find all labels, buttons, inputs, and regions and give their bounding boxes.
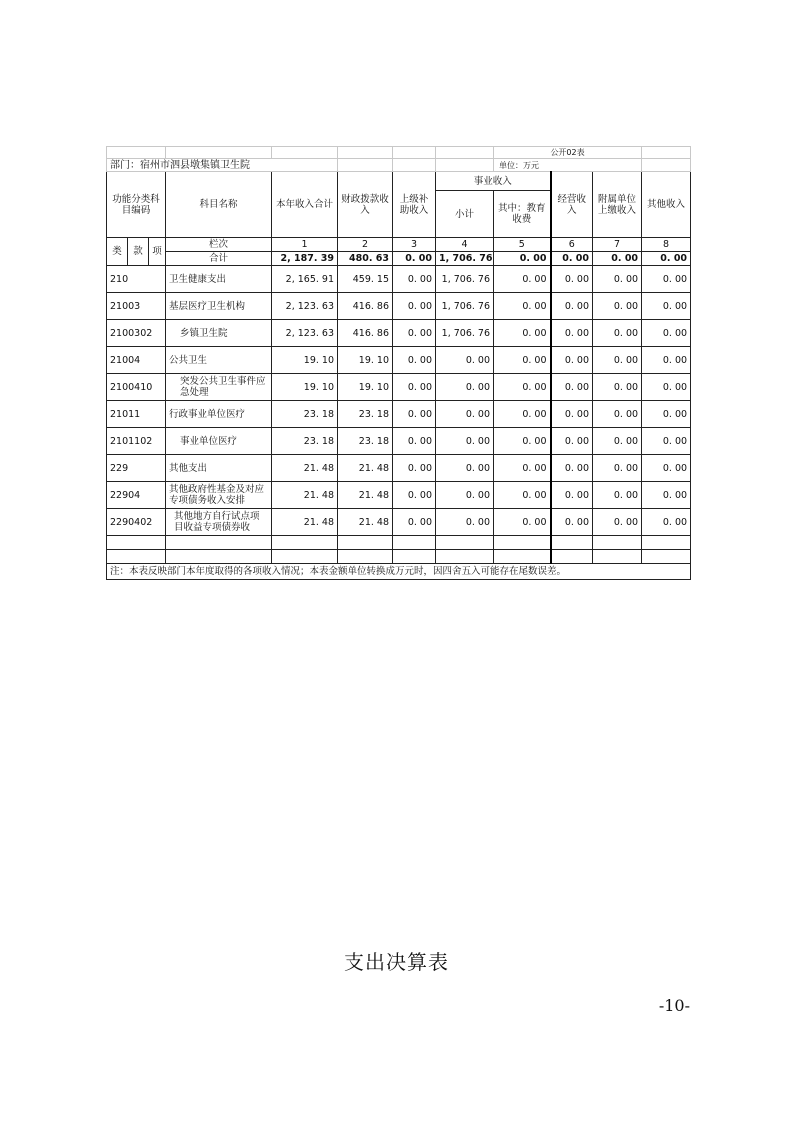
row-value: 416. 86: [338, 320, 393, 347]
row-value: 0. 00: [393, 401, 436, 428]
row-value: 0. 00: [642, 374, 691, 401]
table-row: [107, 320, 691, 347]
row-value: 2, 123. 63: [272, 293, 338, 320]
income-table-sheet: [106, 146, 690, 580]
row-value: 19. 10: [338, 347, 393, 374]
row-value: 0. 00: [494, 266, 551, 293]
row-value: 0. 00: [436, 401, 494, 428]
row-value: 0. 00: [642, 401, 691, 428]
row-value: 0. 00: [593, 509, 642, 536]
row-code: 21003: [107, 293, 166, 320]
row-code: 210: [107, 266, 166, 293]
row-value: 0. 00: [551, 293, 593, 320]
row-value: 0. 00: [393, 266, 436, 293]
total-row: [107, 252, 691, 266]
row-code: 229: [107, 455, 166, 482]
table-row: [107, 428, 691, 455]
total-label: 合计: [166, 252, 272, 266]
row-value: 0. 00: [593, 455, 642, 482]
row-value: 0. 00: [494, 509, 551, 536]
table-row: [107, 455, 691, 482]
total-value: 0. 00: [642, 252, 691, 266]
row-value: 0. 00: [642, 509, 691, 536]
row-code: 21004: [107, 347, 166, 374]
total-value: 0. 00: [593, 252, 642, 266]
row-value: 0. 00: [642, 320, 691, 347]
row-name: 行政事业单位医疗: [166, 401, 272, 428]
row-value: 19. 10: [272, 374, 338, 401]
header-operating: 经营收入: [551, 172, 593, 238]
table-row: [107, 347, 691, 374]
total-value: 480. 63: [338, 252, 393, 266]
row-value: 0. 00: [393, 428, 436, 455]
col-num: 5: [494, 238, 551, 252]
row-value: 0. 00: [593, 374, 642, 401]
row-code: 22904: [107, 482, 166, 509]
row-value: 0. 00: [551, 401, 593, 428]
row-code: 2101102: [107, 428, 166, 455]
row-value: 0. 00: [642, 293, 691, 320]
row-value: 0. 00: [436, 482, 494, 509]
row-value: 19. 10: [272, 347, 338, 374]
row-value: 0. 00: [436, 428, 494, 455]
row-value: 0. 00: [593, 401, 642, 428]
total-value: 0. 00: [393, 252, 436, 266]
total-value: 0. 00: [494, 252, 551, 266]
row-value: 459. 15: [338, 266, 393, 293]
header-business-income: 事业收入: [436, 172, 551, 191]
row-value: 0. 00: [593, 266, 642, 293]
header-xiang: 项: [149, 238, 166, 266]
col-num: 4: [436, 238, 494, 252]
row-value: 0. 00: [494, 428, 551, 455]
row-name: 其他支出: [166, 455, 272, 482]
header-subject-name: 科目名称: [166, 172, 272, 238]
row-value: 0. 00: [393, 374, 436, 401]
row-name: 其他政府性基金及对应专项债务收入安排: [166, 482, 272, 509]
row-value: 1, 706. 76: [436, 320, 494, 347]
header-affiliated: 附属单位上缴收入: [593, 172, 642, 238]
header-kuan: 款: [128, 238, 149, 266]
row-value: 0. 00: [593, 428, 642, 455]
row-name: 其他地方自行试点项目收益专项债券收: [166, 509, 272, 536]
header-lei: 类: [107, 238, 128, 266]
row-value: 0. 00: [436, 347, 494, 374]
row-code: 2290402: [107, 509, 166, 536]
row-value: 0. 00: [642, 428, 691, 455]
row-value: 0. 00: [494, 293, 551, 320]
header-fiscal: 财政拨款收入: [338, 172, 393, 238]
row-value: 1, 706. 76: [436, 293, 494, 320]
row-name: 公共卫生: [166, 347, 272, 374]
form-code: 公开02表: [494, 147, 642, 159]
row-name: 乡镇卫生院: [166, 320, 272, 347]
row-value: 0. 00: [494, 374, 551, 401]
row-value: 0. 00: [436, 509, 494, 536]
row-value: 0. 00: [551, 509, 593, 536]
row-value: 0. 00: [551, 320, 593, 347]
row-value: 19. 10: [338, 374, 393, 401]
row-value: 23. 18: [272, 428, 338, 455]
row-value: 23. 18: [338, 401, 393, 428]
column-label: 栏次: [166, 238, 272, 252]
unit-label: 单位：万元: [494, 159, 642, 172]
total-value: 0. 00: [551, 252, 593, 266]
row-value: 416. 86: [338, 293, 393, 320]
header-superior: 上级补助收入: [393, 172, 436, 238]
row-name: 事业单位医疗: [166, 428, 272, 455]
row-value: 2, 165. 91: [272, 266, 338, 293]
row-value: 0. 00: [494, 455, 551, 482]
empty-row: [107, 536, 691, 550]
row-value: 0. 00: [551, 455, 593, 482]
row-value: 0. 00: [494, 320, 551, 347]
row-value: 0. 00: [642, 347, 691, 374]
row-value: 0. 00: [593, 320, 642, 347]
row-value: 23. 18: [272, 401, 338, 428]
row-name: 突发公共卫生事件应急处理: [166, 374, 272, 401]
total-value: 1, 706. 76: [436, 252, 494, 266]
row-value: 0. 00: [393, 455, 436, 482]
row-value: 0. 00: [551, 266, 593, 293]
col-num: 2: [338, 238, 393, 252]
row-value: 0. 00: [393, 482, 436, 509]
row-value: 0. 00: [494, 401, 551, 428]
row-value: 21. 48: [272, 455, 338, 482]
row-value: 0. 00: [551, 347, 593, 374]
row-value: 1, 706. 76: [436, 266, 494, 293]
empty-row: [107, 550, 691, 564]
col-num: 1: [272, 238, 338, 252]
col-num: 8: [642, 238, 691, 252]
header-education-fee: 其中：教育收费: [494, 191, 551, 238]
section-title: 支出决算表: [344, 950, 449, 974]
row-name: 卫生健康支出: [166, 266, 272, 293]
row-value: 0. 00: [642, 266, 691, 293]
row-value: 0. 00: [642, 455, 691, 482]
row-value: 0. 00: [593, 293, 642, 320]
row-value: 0. 00: [494, 482, 551, 509]
table-row: [107, 374, 691, 401]
row-value: 0. 00: [393, 320, 436, 347]
header-total-income: 本年收入合计: [272, 172, 338, 238]
row-value: 21. 48: [272, 482, 338, 509]
page-number: -10-: [658, 996, 690, 1015]
table-row: [107, 482, 691, 509]
row-value: 0. 00: [593, 347, 642, 374]
header-func-class: 功能分类科目编码: [107, 172, 166, 238]
row-value: 2, 123. 63: [272, 320, 338, 347]
table-row: [107, 266, 691, 293]
row-value: 0. 00: [393, 509, 436, 536]
col-num: 7: [593, 238, 642, 252]
row-code: 2100410: [107, 374, 166, 401]
row-value: 0. 00: [593, 482, 642, 509]
row-value: 0. 00: [393, 293, 436, 320]
row-value: 21. 48: [338, 509, 393, 536]
row-code: 21011: [107, 401, 166, 428]
total-value: 2, 187. 39: [272, 252, 338, 266]
income-table: [106, 146, 691, 580]
row-value: 0. 00: [436, 455, 494, 482]
col-num: 3: [393, 238, 436, 252]
row-value: 0. 00: [494, 347, 551, 374]
header-subtotal: 小计: [436, 191, 494, 238]
row-code: 2100302: [107, 320, 166, 347]
row-value: 0. 00: [642, 482, 691, 509]
row-value: 0. 00: [551, 428, 593, 455]
department-label: 部门：宿州市泗县墩集镇卫生院: [107, 159, 338, 172]
row-value: 0. 00: [551, 482, 593, 509]
table-row: [107, 293, 691, 320]
row-value: 0. 00: [393, 347, 436, 374]
table-row: [107, 401, 691, 428]
row-value: 0. 00: [436, 374, 494, 401]
table-row: [107, 509, 691, 536]
row-value: 23. 18: [338, 428, 393, 455]
table-note: 注：本表反映部门本年度取得的各项收入情况；本表金额单位转换成万元时，因四舍五入可能存在尾数误差。: [107, 564, 691, 580]
row-value: 21. 48: [338, 482, 393, 509]
col-num: 6: [551, 238, 593, 252]
row-value: 0. 00: [551, 374, 593, 401]
row-value: 21. 48: [272, 509, 338, 536]
row-value: 21. 48: [338, 455, 393, 482]
header-other: 其他收入: [642, 172, 691, 238]
row-name: 基层医疗卫生机构: [166, 293, 272, 320]
